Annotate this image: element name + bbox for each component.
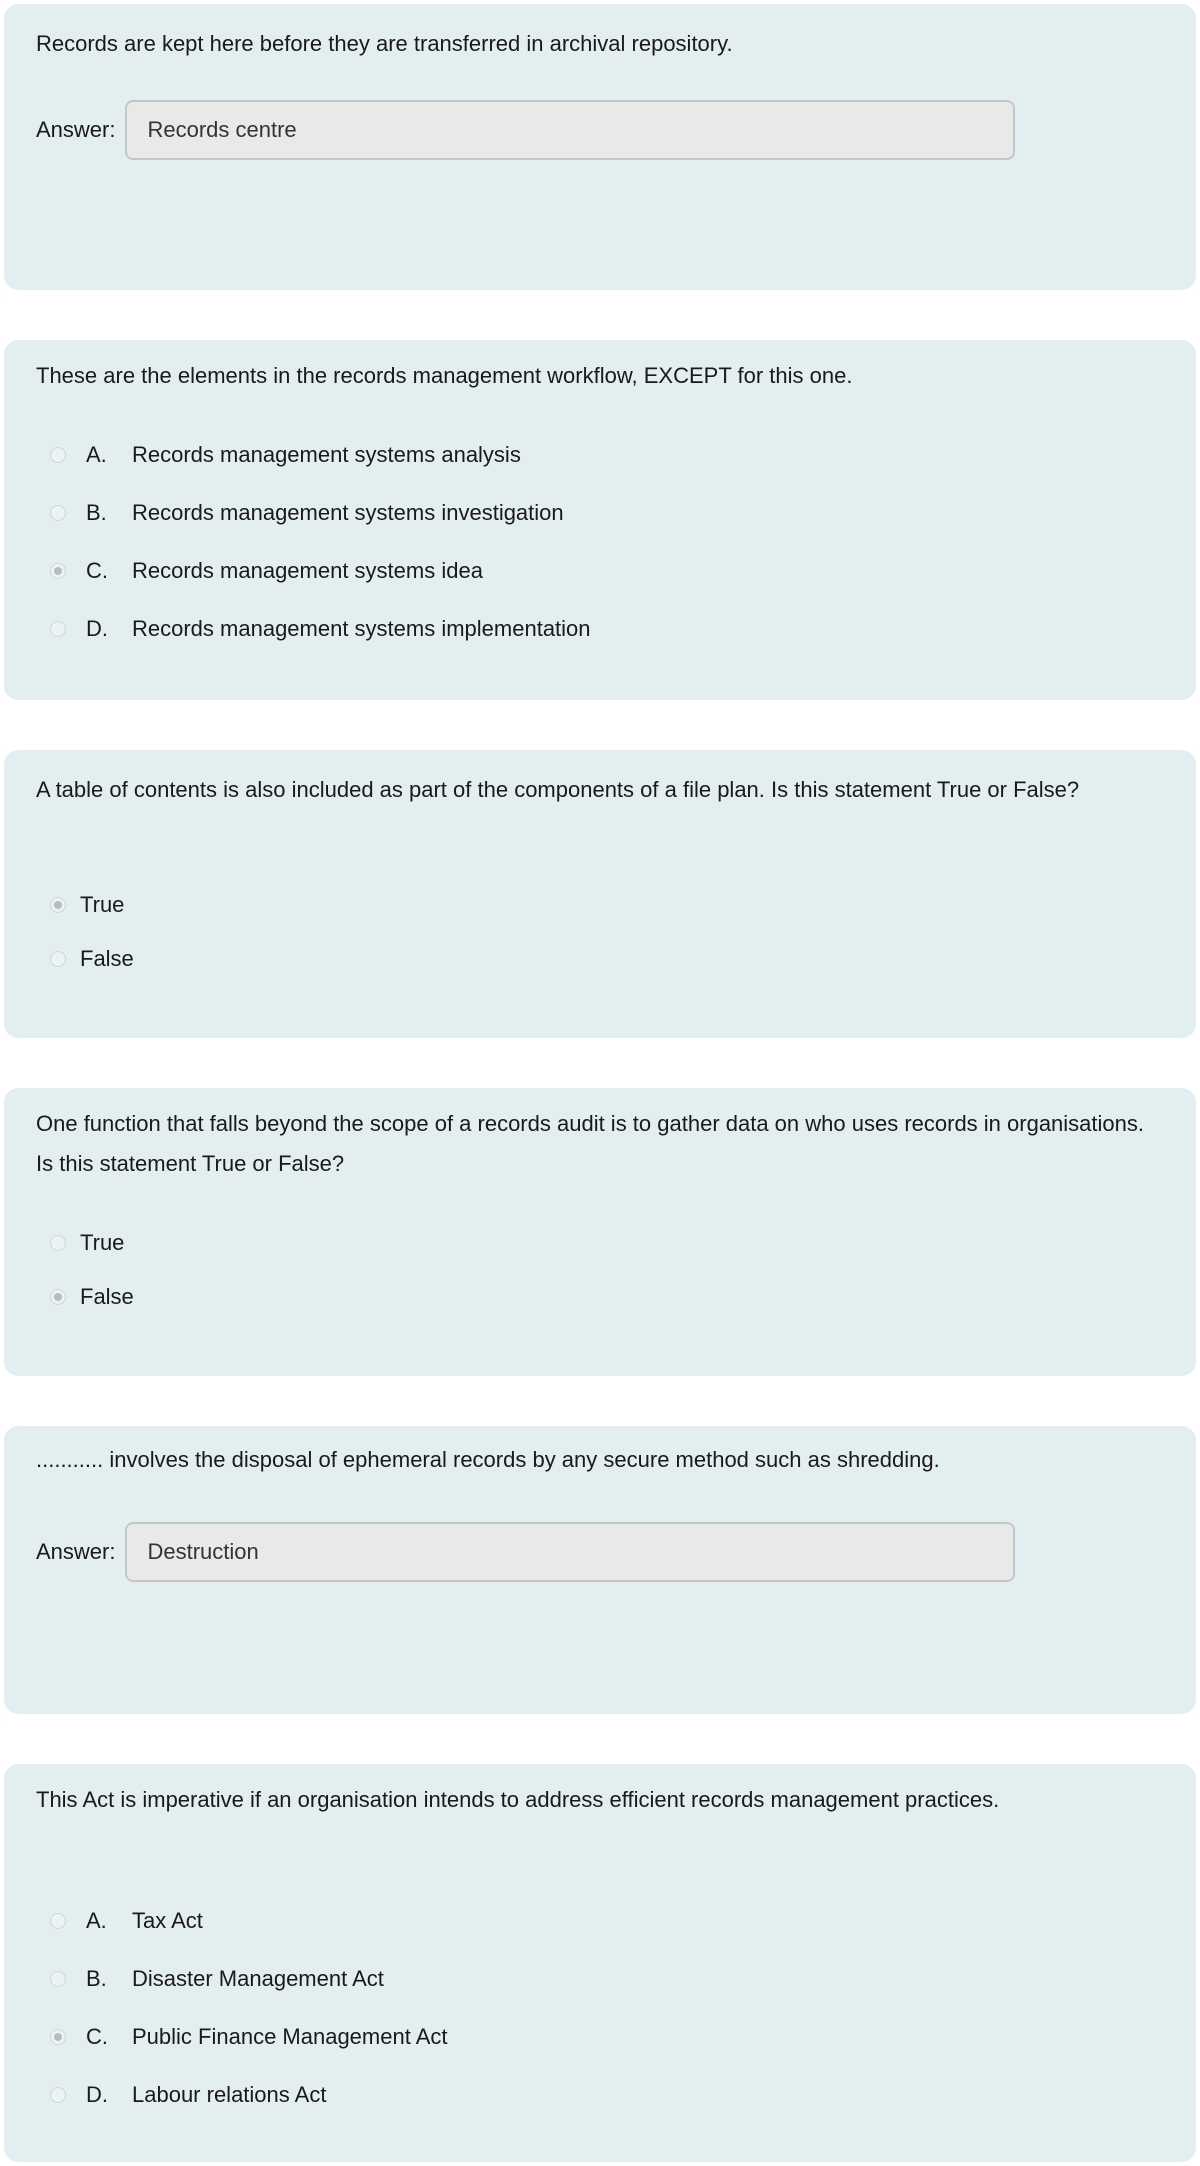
radio-button[interactable] [50,951,66,967]
option-letter: C. [86,2024,108,2049]
option-letter: A. [86,442,107,467]
radio-button[interactable] [50,621,66,637]
option-d[interactable] [50,616,591,642]
option-text: Tax Act [132,1908,203,1933]
question-card-4 [4,1088,1196,1376]
option-text: Records management systems idea [132,558,483,583]
question-text: This Act is imperative if an organisation intends to address efficient records management practices. [36,1787,1000,1812]
radio-button-selected[interactable] [50,1289,66,1305]
option-letter: D. [86,2082,108,2107]
radio-button[interactable] [50,447,66,463]
radio-button[interactable] [50,2087,66,2103]
question-card-3 [4,750,1196,1038]
answer-value: Records centre [147,117,297,142]
radio-button[interactable] [50,1971,66,1987]
answer-row [36,100,1015,160]
question-card-6 [4,1764,1196,2162]
question-text: One function that falls beyond the scope of a records audit is to gather data on who uses records in organisations. Is this statement True or False? [36,1111,1145,1176]
answer-value: Destruction [147,1539,259,1564]
option-text: True [80,1230,125,1255]
option-text: Records management systems implementation [132,616,591,641]
option-text: Labour relations Act [132,2082,327,2107]
option-b[interactable] [50,1966,384,1992]
option-true[interactable] [50,892,124,918]
option-text: Disaster Management Act [132,1966,384,1991]
radio-button-selected[interactable] [50,563,66,579]
answer-row [36,1522,1015,1582]
option-c[interactable] [50,558,483,584]
radio-button-selected[interactable] [50,897,66,913]
radio-button[interactable] [50,505,66,521]
option-letter: B. [86,500,107,525]
question-card-2 [4,340,1196,700]
option-a[interactable] [50,1908,203,1934]
option-b[interactable] [50,500,564,526]
radio-button-selected[interactable] [50,2029,66,2045]
option-text: True [80,892,125,917]
question-text: A table of contents is also included as part of the components of a file plan. Is this statement True or False? [36,777,1080,802]
option-c[interactable] [50,2024,448,2050]
option-letter: D. [86,616,108,641]
answer-input[interactable] [125,1522,1015,1582]
option-text: Records management systems analysis [132,442,521,467]
option-letter: A. [86,1908,107,1933]
question-text: These are the elements in the records management workflow, EXCEPT for this one. [36,363,853,388]
question-card-5 [4,1426,1196,1714]
option-text: Public Finance Management Act [132,2024,448,2049]
radio-button[interactable] [50,1235,66,1251]
option-letter: C. [86,558,108,583]
option-letter: B. [86,1966,107,1991]
option-d[interactable] [50,2082,326,2108]
option-text: False [80,946,134,971]
option-text: Records management systems investigation [132,500,564,525]
radio-button[interactable] [50,1913,66,1929]
option-text: False [80,1284,134,1309]
option-true[interactable] [50,1230,124,1256]
option-false[interactable] [50,1284,134,1310]
answer-label: Answer: [36,1539,116,1564]
answer-input[interactable] [125,100,1015,160]
answer-label: Answer: [36,117,116,142]
question-text: Records are kept here before they are transferred in archival repository. [36,31,733,56]
option-a[interactable] [50,442,521,468]
question-card-1 [4,4,1196,290]
question-text: ........... involves the disposal of ephemeral records by any secure method such as shredding. [36,1447,940,1472]
option-false[interactable] [50,946,134,972]
